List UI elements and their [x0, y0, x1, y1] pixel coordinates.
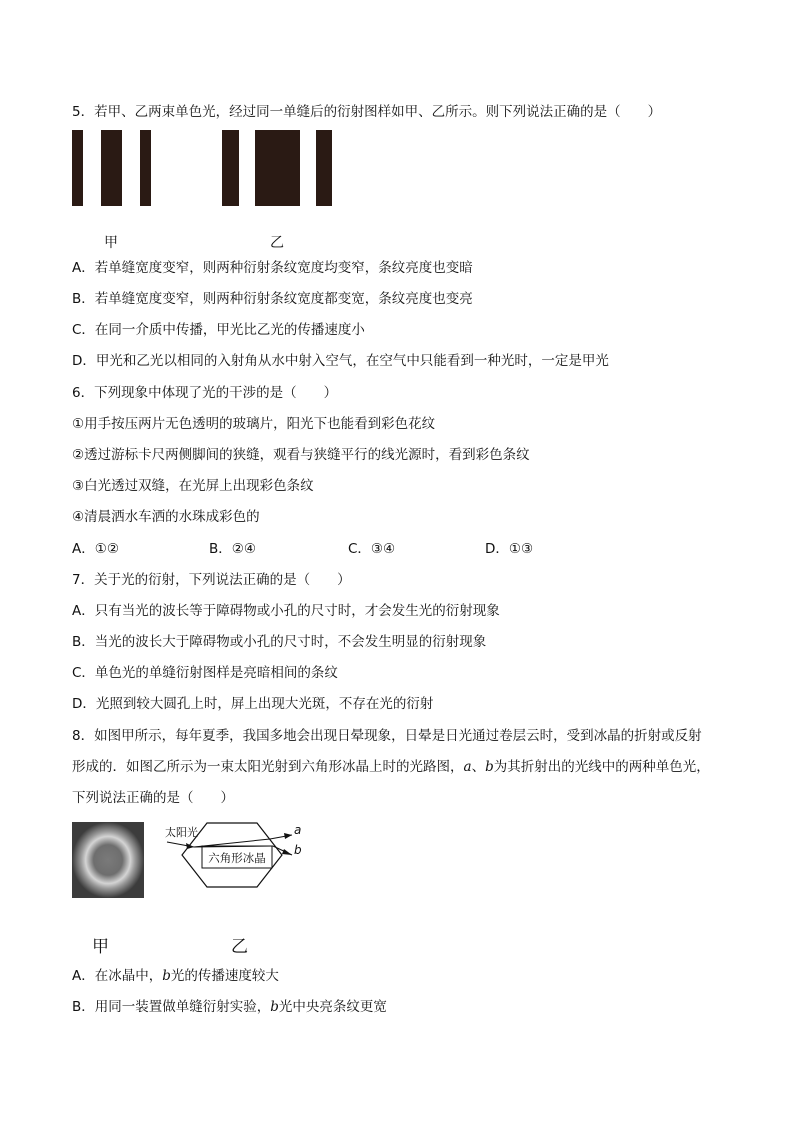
q8-option-b-text: 光中央亮条纹更宽 [278, 999, 387, 1015]
crystal-label: 六角形冰晶 [208, 851, 266, 865]
q8-stem-text: 形成的．如图乙所示为一束太阳光射到六角形冰晶上时的光路图， [72, 759, 464, 775]
q6-item-4: ④清晨洒水车洒的水珠成彩色的 [72, 509, 260, 525]
diffraction-pattern-yi [222, 130, 334, 206]
q8-option-a-text: 光的传播速度较大 [170, 968, 279, 984]
q5-option-d: D．甲光和乙光以相同的入射角从水中射入空气，在空气中只能看到一种光时，一定是甲光 [72, 353, 609, 369]
separator: 、 [471, 759, 486, 775]
ray-b-label: b [294, 843, 302, 857]
fringe-dark [72, 130, 83, 206]
q8-option-b [72, 998, 387, 1016]
sun-halo-photo [72, 822, 144, 898]
q8-option-a-text: A．在冰晶中， [72, 968, 163, 984]
q7-option-c: C．单色光的单缝衍射图样是亮暗相间的条纹 [72, 665, 338, 681]
q6-choice-d: D．①③ [485, 541, 534, 557]
sun-label: 太阳光 [165, 826, 198, 839]
q5-option-c: C．在同一介质中传播，甲光比乙光的传播速度小 [72, 322, 365, 338]
label-yi-diagram: 乙 [231, 937, 248, 957]
q5-option-a: A．若单缝宽度变窄，则两种衍射条纹宽度均变窄，条纹亮度也变暗 [72, 260, 473, 276]
q6-item-1: ①用手按压两片无色透明的玻璃片，阳光下也能看到彩色花纹 [72, 416, 436, 432]
q7-option-d: D．光照到较大圆孔上时，屏上出现大光斑，不存在光的衍射 [72, 696, 434, 712]
q8-stem-line3: 下列说法正确的是（ ） [72, 790, 234, 806]
q6-stem: 6．下列现象中体现了光的干涉的是（ ） [72, 385, 338, 401]
fringe-dark [101, 130, 122, 206]
var-b: b [162, 968, 171, 984]
arrow-head-icon [284, 833, 292, 839]
label-jia: 甲 [104, 235, 118, 251]
var-b: b [270, 999, 279, 1015]
diffraction-pattern-jia [72, 130, 154, 206]
q7-stem: 7．关于光的衍射，下列说法正确的是（ ） [72, 572, 351, 588]
q8-option-a [72, 967, 279, 985]
q8-stem-text: 为其折射出的光线中的两种单色光， [493, 759, 710, 775]
q5-stem: 5．若甲、乙两束单色光，经过同一单缝后的衍射图样如甲、乙所示。则下列说法正确的是（ ） [72, 104, 662, 120]
q5-option-b: B．若单缝宽度变窄，则两种衍射条纹宽度都变宽，条纹亮度也变亮 [72, 291, 473, 307]
label-yi: 乙 [270, 235, 284, 251]
q7-option-b: B．当光的波长大于障碍物或小孔的尺寸时，不会发生明显的衍射现象 [72, 634, 487, 650]
q6-choice-a: A．①② [72, 541, 119, 557]
arrow-head-icon [282, 849, 292, 855]
q6-item-3: ③白光透过双缝，在光屏上出现彩色条纹 [72, 478, 314, 494]
fringe-dark [255, 130, 300, 206]
label-jia-photo: 甲 [92, 937, 109, 957]
q6-item-2: ②透过游标卡尺两侧脚间的狭缝，观看与狭缝平行的线光源时，看到彩色条纹 [72, 447, 530, 463]
ray-a-label: a [294, 823, 302, 837]
fringe-dark [222, 130, 239, 206]
q8-stem-line1: 8．如图甲所示，每年夏季，我国多地会出现日晕现象，日晕是日光通过卷层云时，受到冰晶的折射或反射 [72, 728, 702, 744]
var-b: b [485, 759, 494, 775]
fringe-dark [316, 130, 332, 206]
var-a: a [463, 759, 472, 775]
photo-frame [72, 822, 144, 898]
q8-option-b-text: B．用同一装置做单缝衍射实验， [72, 999, 271, 1015]
ice-crystal-diagram [160, 818, 325, 900]
fringe-dark [140, 130, 151, 206]
q7-option-a: A．只有当光的波长等于障碍物或小孔的尺寸时，才会发生光的衍射现象 [72, 603, 500, 619]
q6-choice-b: B．②④ [209, 541, 256, 557]
q6-choice-c: C．③④ [348, 541, 396, 557]
q8-stem-line2 [72, 758, 710, 776]
